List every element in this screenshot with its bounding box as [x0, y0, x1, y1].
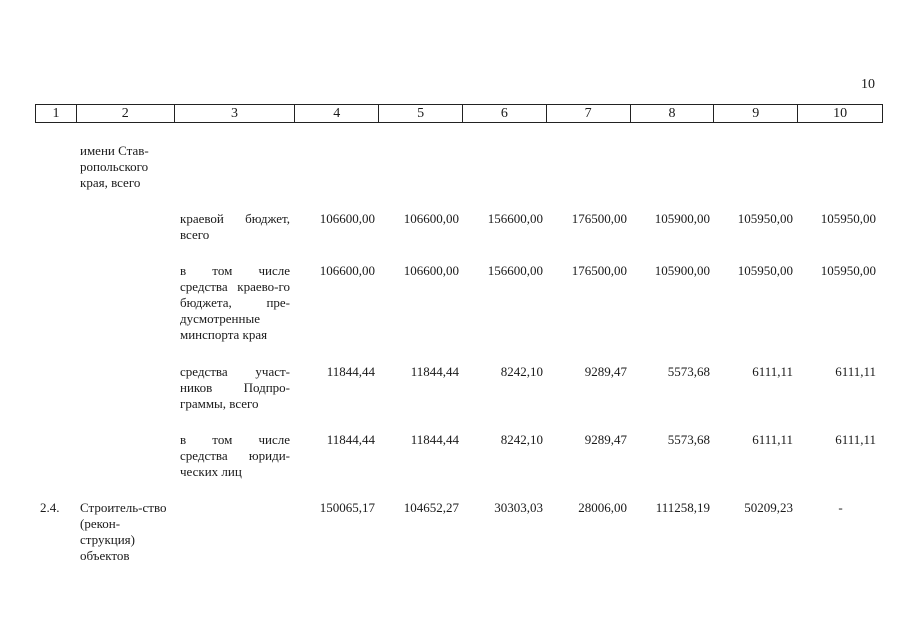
row-4-col-5-value: 11844,44 — [410, 432, 459, 447]
row-2-col-9-value: 105950,00 — [737, 263, 793, 278]
item-2-4-col-10-value: - — [838, 500, 843, 515]
block1-name: имени Став- ропольского края, всего — [80, 143, 149, 190]
row-1-col-4-value: 106600,00 — [319, 211, 375, 226]
row-2-col-4-value: 106600,00 — [319, 263, 375, 278]
item-2-4-col-6-value: 30303,03 — [494, 500, 543, 515]
row-4-col-10-value: 6111,11 — [835, 432, 876, 447]
item-2-4-name: Строитель-ство (рекон-струкция) объектов — [80, 500, 167, 563]
header-col-8: 8 — [630, 105, 714, 122]
page-number: 10 — [861, 77, 875, 92]
row-1-col-7-value: 176500,00 — [571, 211, 627, 226]
header-col-10: 10 — [797, 105, 882, 122]
row-3-col-4-value: 11844,44 — [326, 364, 375, 379]
row-1-col-8-value: 105900,00 — [654, 211, 710, 226]
header-col-1: 1 — [52, 106, 60, 121]
header-col-9: 9 — [713, 105, 797, 122]
row-1-col-5-value: 106600,00 — [403, 211, 459, 226]
row-4-col-4-value: 11844,44 — [326, 432, 375, 447]
item-2-4-col-4-value: 150065,17 — [319, 500, 375, 515]
row-3-col-6-value: 8242,10 — [500, 364, 543, 379]
item-2-4-col-9-value: 50209,23 — [744, 500, 793, 515]
header-col-4: 4 — [294, 105, 378, 122]
row-4-col-9-value: 6111,11 — [752, 432, 793, 447]
row-1-col-9-value: 105950,00 — [737, 211, 793, 226]
item-2-4-col-7-value: 28006,00 — [578, 500, 627, 515]
header-col-7: 7 — [546, 105, 630, 122]
header-col-6: 6 — [462, 105, 546, 122]
row-1-col-10-value: 105950,00 — [820, 211, 876, 226]
row-4-col-7-value: 9289,47 — [584, 432, 627, 447]
header-col-3: 3 — [174, 105, 295, 122]
row-2-label: в том числе средства краево-го бюджета, пре-дусмотренные минспорта края — [180, 263, 290, 342]
item-2-4-col-8-value: 111258,19 — [655, 500, 710, 515]
row-2-col-10-value: 105950,00 — [820, 263, 876, 278]
row-2-col-8-value: 105900,00 — [654, 263, 710, 278]
row-4-col-8-value: 5573,68 — [667, 432, 710, 447]
row-3-col-10-value: 6111,11 — [835, 364, 876, 379]
row-3-col-5-value: 11844,44 — [410, 364, 459, 379]
table-header — [35, 104, 883, 123]
row-3-col-8-value: 5573,68 — [667, 364, 710, 379]
row-4-label: в том числе средства юриди-ческих лиц — [180, 432, 290, 479]
row-3-col-7-value: 9289,47 — [584, 364, 627, 379]
row-3-col-9-value: 6111,11 — [752, 364, 793, 379]
item-2-4-number: 2.4. — [40, 500, 60, 515]
row-4-col-6-value: 8242,10 — [500, 432, 543, 447]
item-2-4-col-5-value: 104652,27 — [403, 500, 459, 515]
row-1-label: краевой бюджет, всего — [180, 211, 290, 242]
row-2-col-6-value: 156600,00 — [487, 263, 543, 278]
row-1-col-6-value: 156600,00 — [487, 211, 543, 226]
header-col-5: 5 — [378, 105, 462, 122]
row-3-label: средства участ-ников Подпро-граммы, всего — [180, 364, 290, 411]
header-col-2: 2 — [76, 105, 174, 122]
row-2-col-5-value: 106600,00 — [403, 263, 459, 278]
row-2-col-7-value: 176500,00 — [571, 263, 627, 278]
